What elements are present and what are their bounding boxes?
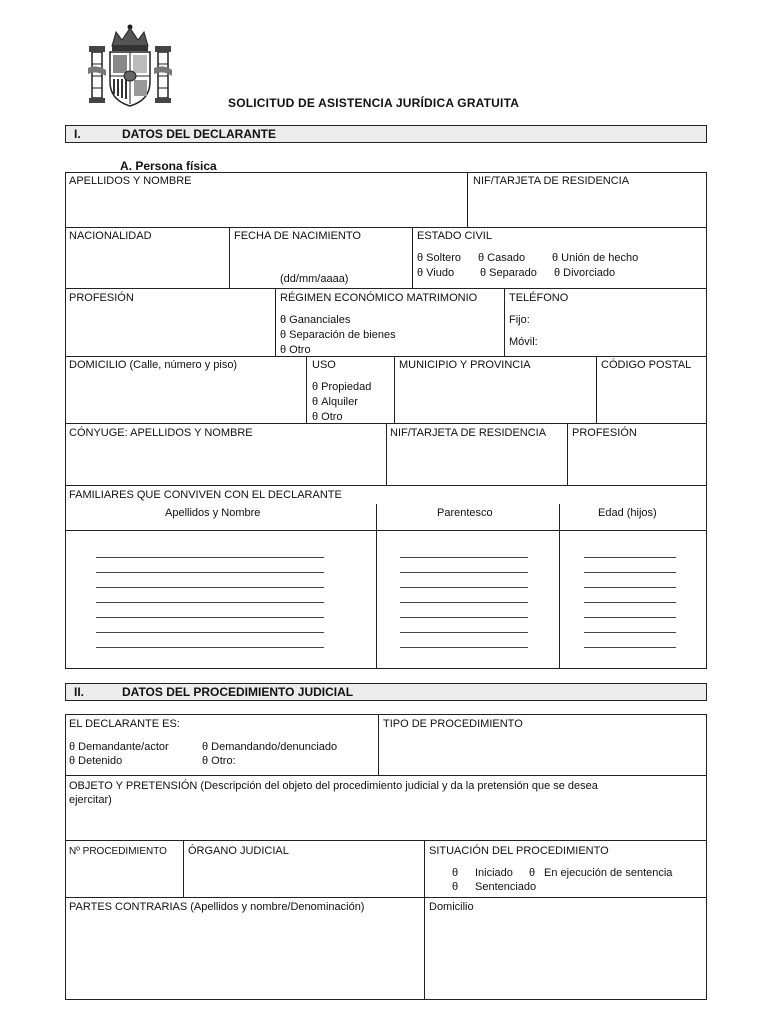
family-name-line[interactable] [96, 602, 324, 603]
family-relation-line[interactable] [400, 557, 528, 558]
procedure-number-label: Nº PROCEDIMIENTO [69, 846, 167, 857]
domicile-label: Domicilio [429, 901, 474, 913]
civil-option-married[interactable]: θ Casado [478, 252, 526, 264]
nif-field[interactable] [468, 190, 706, 226]
regime-option-separation[interactable]: θ Separación de bienes [280, 329, 396, 341]
section-1-title: DATOS DEL DECLARANTE [122, 127, 277, 141]
nif-label: NIF/TARJETA DE RESIDENCIA [473, 175, 630, 187]
role-option-other[interactable]: θ Otro: [202, 755, 236, 767]
family-age-line[interactable] [584, 617, 676, 618]
use-option-other[interactable]: θ Otro [312, 411, 343, 423]
use-option-rental[interactable]: θ Alquiler [312, 396, 358, 408]
court-label: ÓRGANO JUDICIAL [188, 845, 289, 857]
regime-option-community[interactable]: θ Gananciales [280, 314, 351, 326]
family-col-relation: Parentesco [437, 507, 493, 519]
section-2-number: II. [74, 685, 85, 699]
family-relation-line[interactable] [400, 647, 528, 648]
object-label: OBJETO Y PRETENSIÓN (Descripción del objeto del procedimiento judicial y da la pretensión que se desea [69, 780, 598, 792]
birthdate-format-hint: (dd/mm/aaaa) [280, 273, 349, 285]
regime-option-other[interactable]: θ Otro [280, 344, 311, 356]
status-option-execution: En ejecución de sentencia [544, 867, 673, 879]
family-name-line[interactable] [96, 587, 324, 588]
spouse-name-label: CÓNYUGE: APELLIDOS Y NOMBRE [69, 427, 253, 439]
object-label-continued: ejercitar) [69, 794, 112, 806]
status-option-sentenced: Sentenciado [475, 881, 537, 893]
domicile-field[interactable] [425, 916, 706, 999]
birthdate-label: FECHA DE NACIMIENTO [234, 230, 361, 242]
object-field[interactable] [66, 810, 706, 839]
family-col-name: Apellidos y Nombre [165, 507, 261, 519]
family-age-line[interactable] [584, 557, 676, 558]
role-option-detained[interactable]: θ Detenido [69, 755, 123, 767]
status-radio-sentenced[interactable]: θ [452, 881, 459, 893]
section-1-header [65, 125, 707, 143]
opposing-parties-field[interactable] [66, 916, 423, 999]
family-relation-line[interactable] [400, 617, 528, 618]
postal-code-label: CÓDIGO POSTAL [601, 359, 692, 371]
family-age-line[interactable] [584, 647, 676, 648]
family-relation-line[interactable] [400, 587, 528, 588]
form-title: SOLICITUD DE ASISTENCIA JURÍDICA GRATUITA [228, 96, 520, 110]
regime-label: RÉGIMEN ECONÓMICO MATRIMONIO [280, 292, 478, 304]
civil-option-widowed[interactable]: θ Viudo [417, 267, 455, 279]
declarant-table [65, 172, 707, 669]
status-radio-execution[interactable]: θ [529, 867, 536, 879]
section-2-header [65, 683, 707, 701]
role-option-defendant[interactable]: θ Demandando/denunciado [202, 741, 338, 753]
civil-option-separated[interactable]: θ Separado [480, 267, 537, 279]
family-relation-line[interactable] [400, 632, 528, 633]
family-label: FAMILIARES QUE CONVIVEN CON EL DECLARANTE [69, 489, 342, 501]
status-radio-started[interactable]: θ [452, 867, 459, 879]
coat-of-arms-emblem [86, 24, 174, 108]
name-field[interactable] [66, 190, 466, 226]
family-age-line[interactable] [584, 632, 676, 633]
phone-mobile-label: Móvil: [509, 336, 538, 348]
spouse-profession-label: PROFESIÓN [572, 427, 637, 439]
nationality-label: NACIONALIDAD [69, 230, 152, 242]
spouse-nif-label: NIF/TARJETA DE RESIDENCIA [390, 427, 547, 439]
procedure-status-label: SITUACIÓN DEL PROCEDIMIENTO [429, 845, 609, 857]
family-name-line[interactable] [96, 647, 324, 648]
address-label: DOMICILIO (Calle, número y piso) [69, 359, 238, 371]
family-relation-line[interactable] [400, 572, 528, 573]
section-1-number: I. [74, 127, 81, 141]
civil-option-civil-union[interactable]: θ Unión de hecho [552, 252, 639, 264]
subsection-title: A. Persona física [120, 159, 217, 173]
family-relation-line[interactable] [400, 602, 528, 603]
profession-label: PROFESIÓN [69, 292, 134, 304]
civil-status-label: ESTADO CIVIL [417, 230, 492, 242]
name-label: APELLIDOS Y NOMBRE [69, 175, 192, 187]
family-age-line[interactable] [584, 587, 676, 588]
status-option-started: Iniciado [475, 867, 513, 879]
phone-label: TELÉFONO [509, 292, 569, 304]
section-2-title: DATOS DEL PROCEDIMIENTO JUDICIAL [122, 685, 354, 699]
use-label: USO [312, 359, 336, 371]
civil-option-single[interactable]: θ Soltero [417, 252, 462, 264]
family-age-line[interactable] [584, 572, 676, 573]
family-name-line[interactable] [96, 572, 324, 573]
family-name-line[interactable] [96, 617, 324, 618]
family-name-line[interactable] [96, 557, 324, 558]
family-col-age: Edad (hijos) [598, 507, 657, 519]
family-name-line[interactable] [96, 632, 324, 633]
use-option-ownership[interactable]: θ Propiedad [312, 381, 372, 393]
declarant-role-label: EL DECLARANTE ES: [69, 718, 180, 730]
procedure-type-label: TIPO DE PROCEDIMIENTO [383, 718, 523, 730]
phone-fixed-label: Fijo: [509, 314, 530, 326]
civil-option-divorced[interactable]: θ Divorciado [554, 267, 616, 279]
opposing-parties-label: PARTES CONTRARIAS (Apellidos y nombre/Denominación) [69, 901, 365, 913]
role-option-plaintiff[interactable]: θ Demandante/actor [69, 741, 169, 753]
municipality-label: MUNICIPIO Y PROVINCIA [399, 359, 531, 371]
family-age-line[interactable] [584, 602, 676, 603]
